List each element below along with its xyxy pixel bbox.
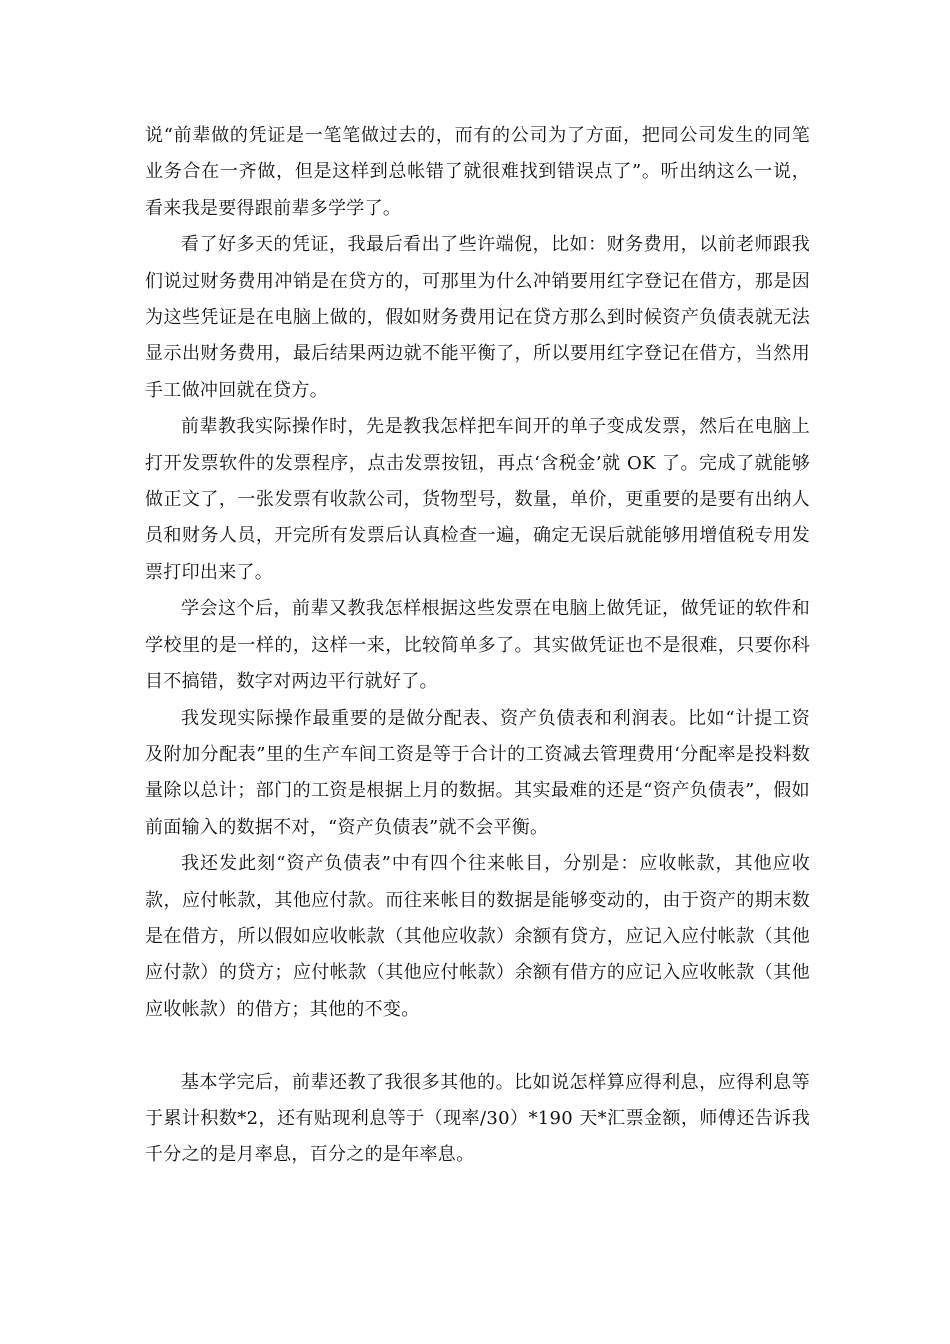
paragraph-7: 基本学完后，前辈还教了我很多其他的。比如说怎样算应得利息，应得利息等于累计积数*2，还有贴现利息等于（现率/30）*190 天*汇票金额，师傅还告诉我千分之的是月率息，百分之的是年率息。	[145, 1071, 810, 1166]
document-body	[145, 118, 810, 1174]
paragraph-4: 学会这个后，前辈又教我怎样根据这些发票在电脑上做凭证，做凭证的软件和学校里的是一样的，这样一来，比较简单多了。其实做凭证也不是很难，只要你科目不搞错，数字对两边平行就好了。	[145, 598, 810, 693]
paragraph-5: 我发现实际操作最重要的是做分配表、资产负债表和利润表。比如“计提工资及附加分配表”里的生产车间工资是等于合计的工资减去管理费用‘分配率是投料数量除以总计；部门的工资是根据上月的数据。其实最难的还是“资产负债表”，假如前面输入的数据不对，“资产负债表”就不会平衡。	[145, 707, 810, 838]
paragraph-2: 看了好多天的凭证，我最后看出了些许端倪，比如：财务费用，以前老师跟我们说过财务费用冲销是在贷方的，可那里为什么冲销要用红字登记在借方，那是因为这些凭证是在电脑上做的，假如财务费用记在贷方那么到时候资产负债表就无法显示出财务费用，最后结果两边就不能平衡了，所以要用红字登记在借方，当然用手工做冲回就在贷方。	[145, 234, 810, 401]
blank-line	[145, 1028, 810, 1064]
paragraph-6: 我还发此刻“资产负债表”中有四个往来帐目，分别是：应收帐款，其他应收款，应付帐款，其他应付款。而往来帐目的数据是能够变动的，由于资产的期末数是在借方，所以假如应收帐款（其他应收款）余额有贷方，应记入应付帐款（其他应付款）的贷方；应付帐款（其他应付帐款）余额有借方的应记入应收帐款（其他应收帐款）的借方；其他的不变。	[145, 853, 810, 1020]
paragraph-1: 说“前辈做的凭证是一笔笔做过去的，而有的公司为了方面，把同公司发生的同笔业务合在一齐做，但是这样到总帐错了就很难找到错误点了”。听出纳这么一说，看来我是要得跟前辈多学学了。	[145, 125, 810, 219]
paragraph-3: 前辈教我实际操作时，先是教我怎样把车间开的单子变成发票，然后在电脑上打开发票软件的发票程序，点击发票按钮，再点‘含税金’就 OK 了。完成了就能够做正文了，一张发票有收款公司，货物型号，数量，单价，更重要的是要有出纳人员和财务人员，开完所有发票后认真检查一遍，确定无误后就能够用增值税专用发票打印出来了。	[145, 416, 810, 583]
